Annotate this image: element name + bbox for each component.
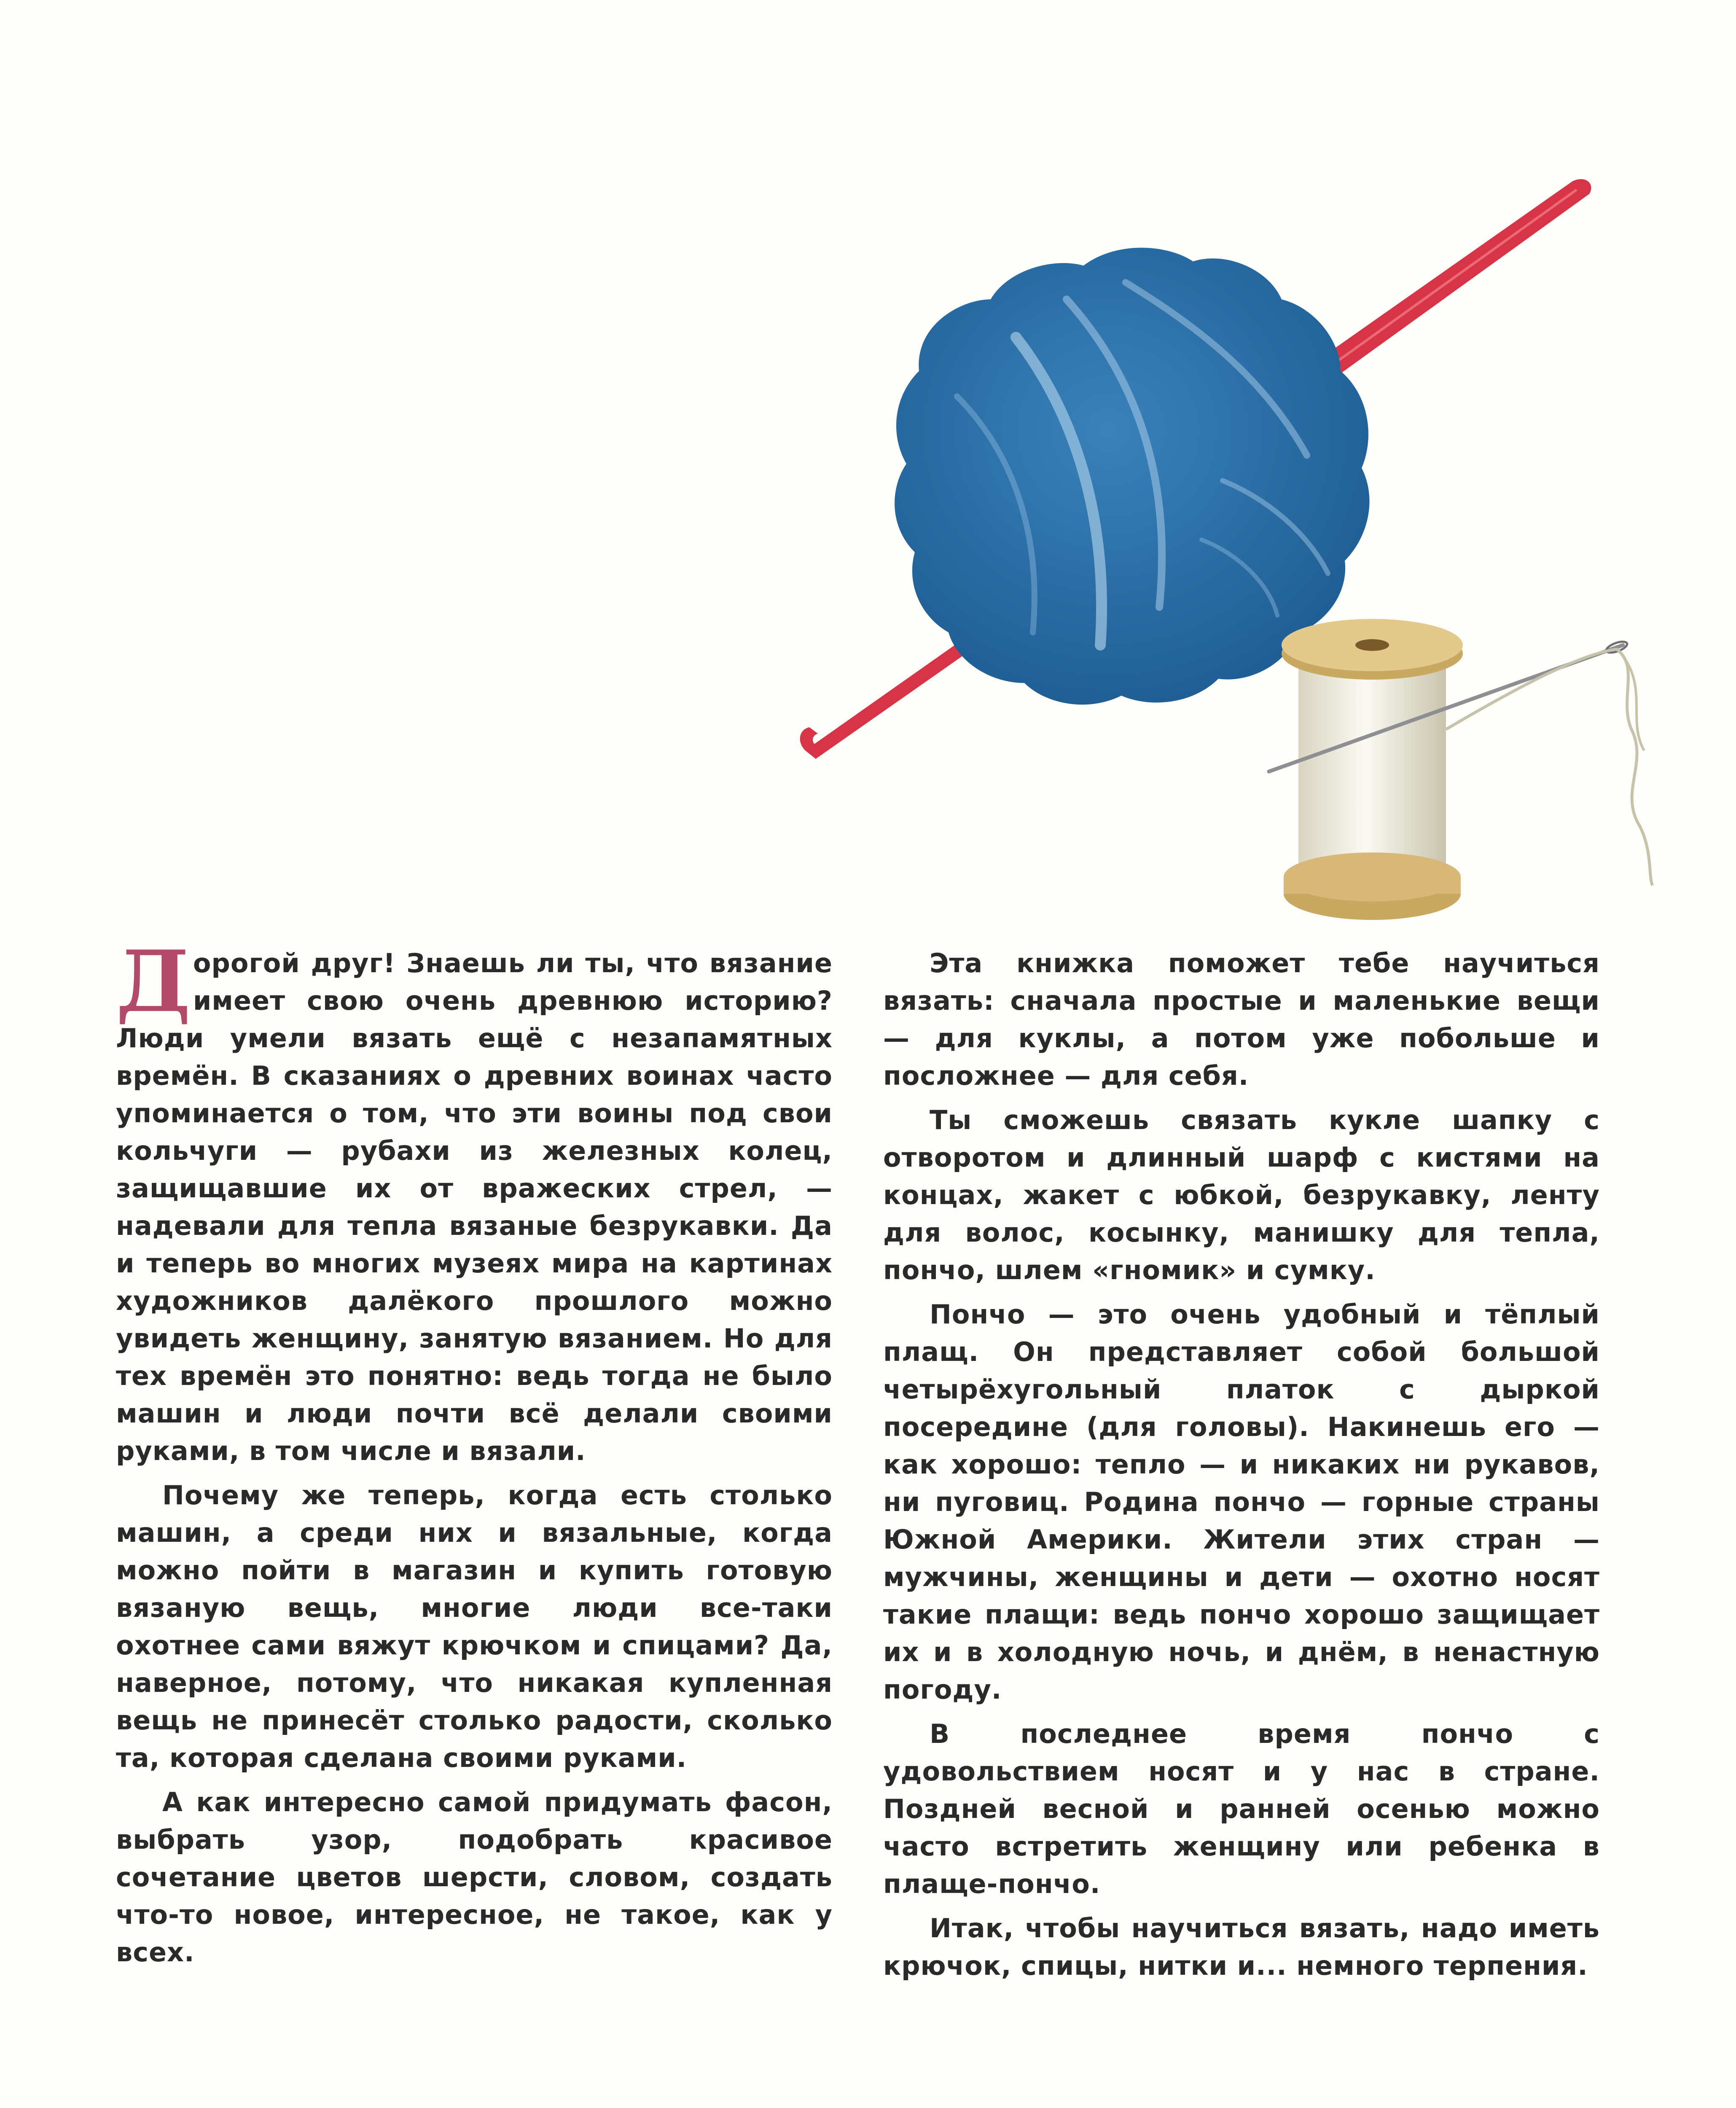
paragraph [116,932,833,1470]
text-column-right [883,944,1600,1991]
spool-icon [1282,619,1463,920]
paragraph: А как интересно самой придумать фасон, выбрать узор, подобрать красивое сочетание цветов шерсти, словом, создать что-то новое, интересное, не такое, как у всех. [116,1787,833,1968]
paragraph: Пончо — это очень удобный и тёплый плащ. Он представляет собой большой четырёхугольный платок с дыркой посередине (для головы). Накинешь его — как хорошо: тепло — и никаких ни рукавов, ни пуговиц. Родина пончо — горные страны Южной Америки. Жители этих стран — мужчины, женщины и дети — охотно носят такие плащи: ведь пончо хорошо защищает их и в холодную ночь, и днём, в ненастную погоду. [883,1299,1600,1705]
paragraph-text: орогой друг! Знаешь ли ты, что вязание имеет свою очень древнюю историю? Люди умели вязать ещё с незапамятных времён. В сказаниях о древних воинах часто упоминается о том, что эти воины под свои кольчуги — рубахи из железных колец, защищавшие их от вражеских стрел, — надевали для тепла вязаные безрукавки. Да и теперь во многих музеях мира на картинах художников далёкого прошлого можно увидеть женщину, занятую вязанием. Но для тех времён это понятно: ведь тогда не было машин и люди почти всё делали своими руками, в том числе и вязали. [116,948,833,1466]
drop-cap: Д [116,932,191,1031]
paragraph: Итак, чтобы научиться вязать, надо иметь крючок, спицы, нитки и... немного терпения. [883,1913,1600,1981]
yarn-illustration [780,160,1665,940]
paragraph: Почему же теперь, когда есть столько машин, а среди них и вязальные, когда можно пойти в магазин и купить готовую вязаную вещь, многие люди все-таки охотнее сами вяжут крючком и спицами? Да, наверное, потому, что никакая купленная вещь не принесёт столько радости, сколько та, которая сделана своими руками. [116,1480,833,1773]
paragraph: Эта книжка поможет тебе научиться вязать: сначала простые и маленькие вещи — для куклы, а потом уже побольше и посложнее — для себя. [883,948,1600,1091]
yarn-illustration-svg [780,160,1665,940]
paragraph: В последнее время пончо с удовольствием носят и у нас в стране. Поздней весной и ранней осенью можно часто встретить женщину или ребенка в плаще-пончо. [883,1718,1600,1899]
paragraph: Ты сможешь связать кукле шапку с отворотом и длинный шарф с кистями на концах, жакет с юбкой, безрукавку, ленту для волос, косынку, манишку для тепла, пончо, шлем «гномик» и сумку. [883,1105,1600,1285]
text-column-left [116,932,833,1978]
